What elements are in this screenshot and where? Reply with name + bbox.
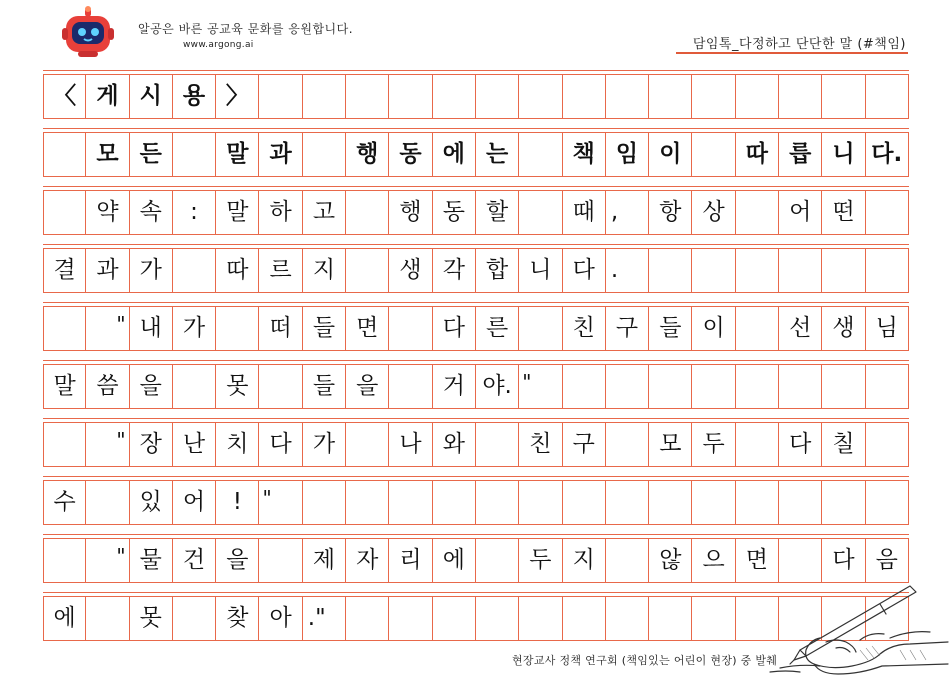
grid-line [43,360,909,361]
grid-cell [433,74,476,118]
grid-line [43,302,909,303]
grid-cell [389,596,432,640]
grid-cell [433,596,476,640]
grid-line [43,186,909,187]
grid-cell [519,74,562,118]
grid-cell [346,74,389,118]
grid-cell [606,538,649,582]
grid-cell: 때 [563,190,606,234]
grid-cell [866,364,909,408]
grid-cell: 모 [86,132,129,176]
grid-line [43,118,909,119]
grid-cell: 각 [433,248,476,292]
source-note: 현장교사 정책 연구회 (책임있는 어린이 현장) 중 발췌 [512,654,778,667]
robot-mascot-icon [60,6,116,58]
grid-cell: 을 [130,364,173,408]
grid-cell [389,480,432,524]
grid-cell [86,480,129,524]
grid-cell: 행 [346,132,389,176]
grid-cell: 난 [173,422,216,466]
grid-cell [692,248,735,292]
grid-cell: 제 [303,538,346,582]
grid-cell: 내 [130,306,173,350]
grid-cell [389,74,432,118]
grid-cell [563,596,606,640]
grid-cell: 따 [216,248,259,292]
grid-cell: ! [216,480,259,524]
manuscript-grid [43,62,909,648]
grid-cell: 나 [389,422,432,466]
grid-cell: 따 [736,132,779,176]
website-url: www.argong.ai [183,40,254,50]
grid-cell [303,480,346,524]
grid-row [43,364,909,408]
grid-cell [649,248,692,292]
grid-cell [389,306,432,350]
grid-cell: 속 [130,190,173,234]
grid-cell: 하 [259,190,302,234]
grid-cell: 〈 [43,74,86,118]
grid-cell: 가 [130,248,173,292]
grid-cell: 을 [216,538,259,582]
grid-cell [649,480,692,524]
grid-cell: 두 [519,538,562,582]
grid-cell [476,596,519,640]
grid-cell: 책 [563,132,606,176]
grid-cell [43,132,86,176]
grid-row [43,480,909,524]
grid-cell: 들 [303,306,346,350]
grid-line [43,534,909,535]
grid-cell: 야. [476,364,519,408]
grid-cell: 찾 [216,596,259,640]
grid-cell [866,480,909,524]
grid-cell [649,596,692,640]
grid-cell [43,190,86,234]
grid-cell: 면 [736,538,779,582]
grid-cell: " [86,538,129,582]
grid-cell: . [606,248,649,292]
grid-cell [519,596,562,640]
grid-cell: 친 [563,306,606,350]
grid-cell [736,74,779,118]
grid-cell: 이 [649,132,692,176]
grid-cell: 자 [346,538,389,582]
grid-line [43,350,909,351]
grid-cell [736,364,779,408]
grid-cell: 지 [563,538,606,582]
grid-cell [736,190,779,234]
grid-cell [692,596,735,640]
grid-cell [692,364,735,408]
grid-cell [259,74,302,118]
hand-writing-illustration-icon [760,580,950,678]
grid-cell: 다 [433,306,476,350]
grid-cell: 〉 [216,74,259,118]
grid-line [43,128,909,129]
grid-cell: 말 [216,132,259,176]
grid-cell: 못 [130,596,173,640]
page-header [0,0,952,60]
grid-row [43,306,909,350]
grid-cell: 구 [563,422,606,466]
grid-cell: 할 [476,190,519,234]
grid-cell [866,74,909,118]
grid-row [43,248,909,292]
grid-cell: 게 [86,74,129,118]
grid-cell: ." [303,596,346,640]
grid-cell [563,364,606,408]
grid-cell: 가 [173,306,216,350]
grid-cell: 르 [259,248,302,292]
grid-cell [606,364,649,408]
grid-cell [606,74,649,118]
grid-cell: 는 [476,132,519,176]
grid-cell: 과 [259,132,302,176]
grid-row [43,74,909,118]
grid-cell [346,248,389,292]
grid-cell [519,306,562,350]
grid-cell: 다 [779,422,822,466]
grid-cell: 른 [476,306,519,350]
grid-cell: 으 [692,538,735,582]
grid-cell: 치 [216,422,259,466]
grid-cell: 다 [563,248,606,292]
grid-cell: 말 [43,364,86,408]
grid-line [43,234,909,235]
grid-cell [43,538,86,582]
grid-cell: 들 [303,364,346,408]
grid-cell [736,480,779,524]
grid-row [43,190,909,234]
grid-cell: 구 [606,306,649,350]
grid-cell [216,306,259,350]
grid-cell: : [173,190,216,234]
grid-cell [779,364,822,408]
grid-cell: 에 [43,596,86,640]
grid-cell [822,480,865,524]
grid-line [43,244,909,245]
grid-cell: 어 [779,190,822,234]
grid-cell: 수 [43,480,86,524]
grid-cell: 동 [389,132,432,176]
grid-cell: 결 [43,248,86,292]
grid-cell: 이 [692,306,735,350]
grid-cell [259,364,302,408]
grid-cell: 생 [822,306,865,350]
grid-cell: 다 [822,538,865,582]
grid-cell: 친 [519,422,562,466]
grid-cell [736,422,779,466]
grid-line [43,466,909,467]
grid-cell [692,74,735,118]
grid-cell: 항 [649,190,692,234]
grid-cell: 선 [779,306,822,350]
grid-cell [476,480,519,524]
grid-cell: 고 [303,190,346,234]
grid-cell [649,74,692,118]
page-title: 담임톡_다정하고 단단한 말 (#책임) [692,37,906,52]
grid-cell: 생 [389,248,432,292]
grid-cell [43,306,86,350]
grid-cell [779,480,822,524]
grid-cell: 와 [433,422,476,466]
grid-cell [606,480,649,524]
grid-cell: 어 [173,480,216,524]
grid-cell: 떠 [259,306,302,350]
grid-cell: 니 [822,132,865,176]
grid-cell: 릅 [779,132,822,176]
grid-cell [866,190,909,234]
grid-cell: 니 [519,248,562,292]
grid-cell: 않 [649,538,692,582]
grid-cell: 용 [173,74,216,118]
grid-cell: 있 [130,480,173,524]
grid-cell [259,538,302,582]
grid-cell: 상 [692,190,735,234]
grid-cell [822,248,865,292]
grid-cell: 에 [433,538,476,582]
grid-cell: 리 [389,538,432,582]
grid-cell [736,248,779,292]
grid-cell: 씀 [86,364,129,408]
grid-line [43,292,909,293]
grid-cell: 두 [692,422,735,466]
grid-cell [822,74,865,118]
grid-line [43,408,909,409]
grid-cell [519,480,562,524]
grid-cell [649,364,692,408]
grid-cell: 에 [433,132,476,176]
grid-cell: 장 [130,422,173,466]
grid-line [43,476,909,477]
grid-cell [866,248,909,292]
grid-cell: 행 [389,190,432,234]
grid-line [43,524,909,525]
grid-cell: 거 [433,364,476,408]
grid-cell [43,422,86,466]
grid-line [43,176,909,177]
grid-cell [563,480,606,524]
grid-cell [173,132,216,176]
grid-cell [303,132,346,176]
grid-cell: 합 [476,248,519,292]
grid-cell [346,596,389,640]
grid-row [43,422,909,466]
grid-cell: , [606,190,649,234]
grid-cell [303,74,346,118]
grid-cell: " [519,364,562,408]
grid-cell [606,596,649,640]
grid-cell [476,74,519,118]
grid-cell: 다. [866,132,909,176]
grid-cell: " [86,422,129,466]
grid-cell: 약 [86,190,129,234]
grid-cell: 음 [866,538,909,582]
grid-cell: 칠 [822,422,865,466]
grid-cell [433,480,476,524]
grid-cell: 님 [866,306,909,350]
grid-cell [389,364,432,408]
grid-cell: 면 [346,306,389,350]
grid-cell [736,306,779,350]
grid-cell [779,538,822,582]
grid-cell: 떤 [822,190,865,234]
grid-cell [606,422,649,466]
grid-cell [519,190,562,234]
grid-line [43,70,909,71]
grid-cell: 모 [649,422,692,466]
grid-cell: 물 [130,538,173,582]
grid-cell: 동 [433,190,476,234]
grid-cell [866,422,909,466]
grid-cell: 을 [346,364,389,408]
grid-cell [173,248,216,292]
grid-cell: 시 [130,74,173,118]
grid-cell [822,364,865,408]
grid-cell [173,364,216,408]
grid-line [43,418,909,419]
grid-row [43,132,909,176]
grid-cell: 든 [130,132,173,176]
grid-cell: " [259,480,302,524]
grid-cell [476,538,519,582]
grid-cell: 임 [606,132,649,176]
grid-cell [476,422,519,466]
grid-cell: 지 [303,248,346,292]
grid-cell: 말 [216,190,259,234]
grid-cell [86,596,129,640]
grid-cell: 건 [173,538,216,582]
grid-cell [692,480,735,524]
grid-cell: " [86,306,129,350]
grid-cell [779,74,822,118]
title-underline [676,52,908,54]
grid-cell [346,422,389,466]
grid-cell: 못 [216,364,259,408]
grid-cell [346,480,389,524]
grid-cell [692,132,735,176]
grid-cell [563,74,606,118]
slogan-text: 알공은 바른 공교육 문화를 응원합니다. [138,22,354,36]
grid-row [43,538,909,582]
grid-cell: 아 [259,596,302,640]
grid-cell [173,596,216,640]
grid-cell [779,248,822,292]
grid-cell: 과 [86,248,129,292]
grid-cell [519,132,562,176]
grid-cell [346,190,389,234]
grid-cell: 가 [303,422,346,466]
grid-cell: 들 [649,306,692,350]
grid-cell: 다 [259,422,302,466]
